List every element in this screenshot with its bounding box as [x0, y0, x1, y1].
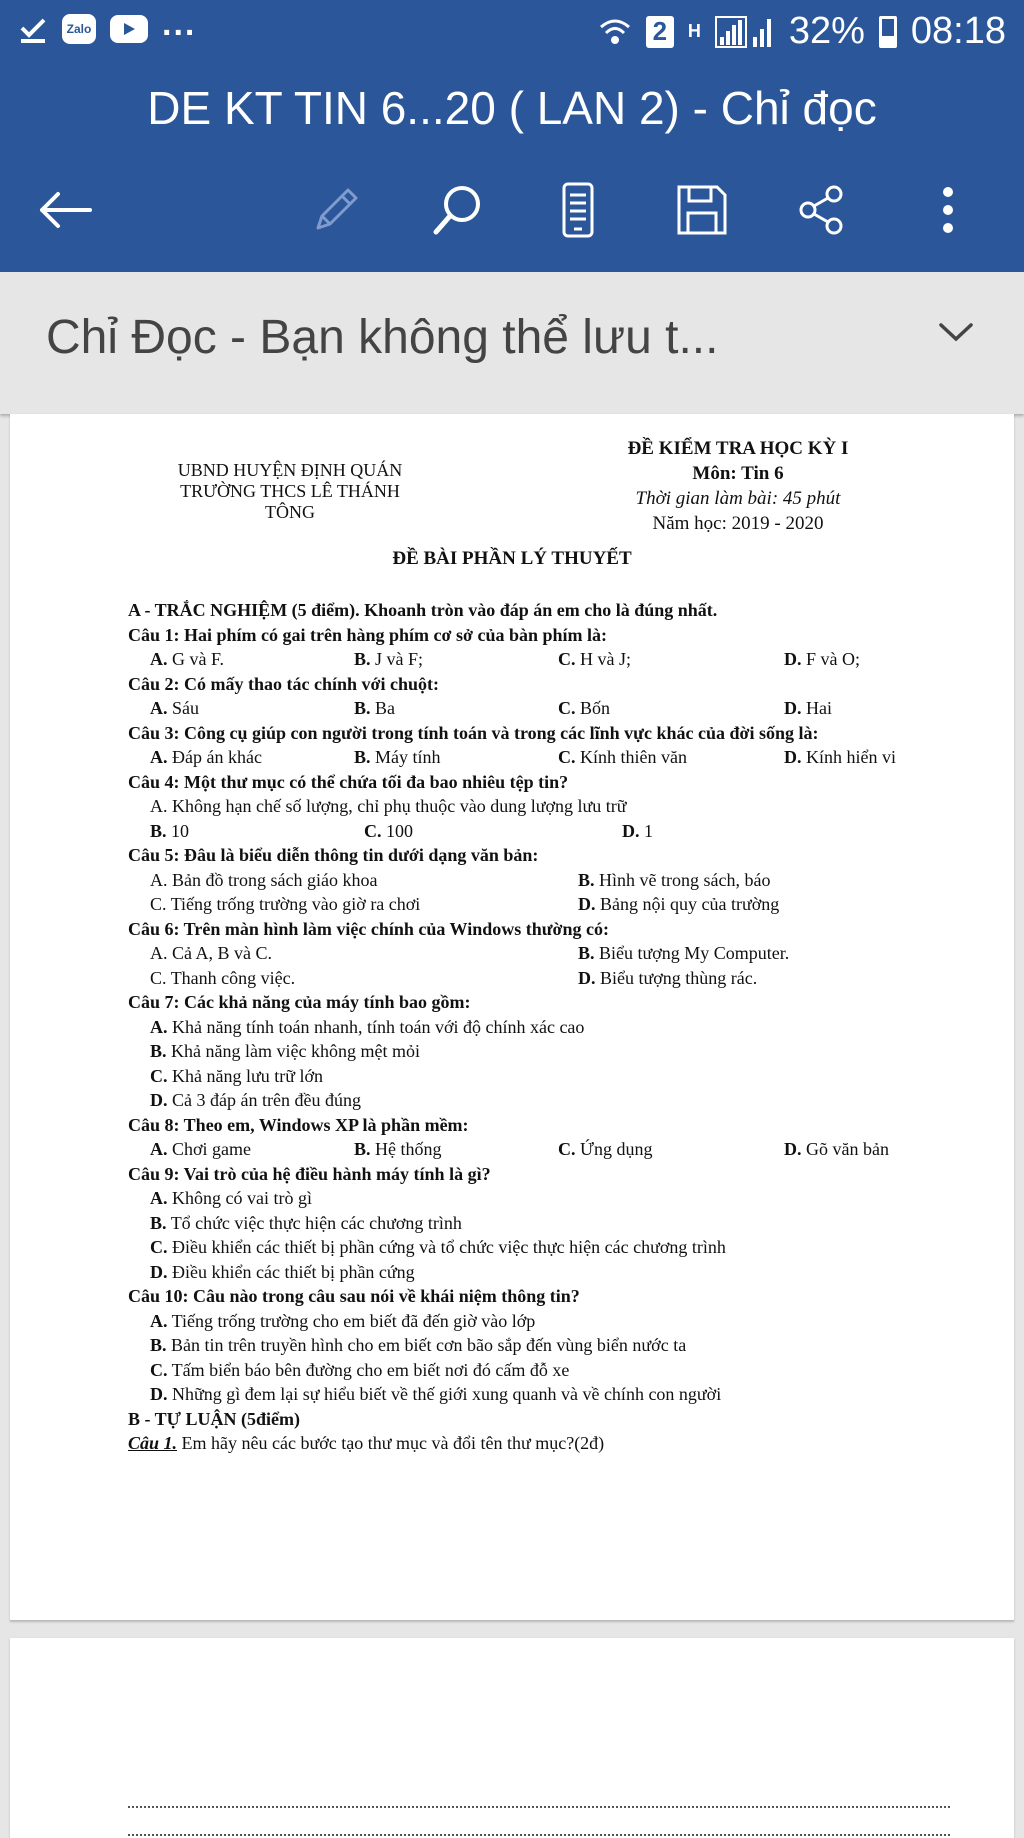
zalo-icon: Zalo — [62, 14, 96, 44]
question-10: Câu 10: Câu nào trong câu sau nói về khái niệm thông tin? — [128, 1286, 580, 1306]
option-line: B. Tổ chức việc thực hiện các chương trình — [150, 1212, 462, 1233]
options-row: A. Bản đồ trong sách giáo khoa B. Hình vẽ trong sách, báo — [150, 869, 771, 890]
options-row: C. Thanh công việc. D. Biểu tượng thùng rác. — [150, 967, 758, 988]
expand-banner-button[interactable] — [938, 320, 974, 349]
exam-school-year: Năm học: 2019 - 2020 — [652, 513, 824, 534]
save-icon — [674, 182, 730, 238]
edit-button[interactable] — [306, 180, 366, 240]
status-bar — [0, 0, 1024, 75]
document-title: DE KT TIN 6...20 ( LAN 2) - Chỉ đọc — [147, 82, 877, 134]
document-body — [128, 598, 918, 1456]
section-a-heading: A - TRẮC NGHIỆM (5 điểm). Khoanh tròn vào đáp án em cho là đúng nhất. — [128, 600, 718, 620]
clock: 08:18 — [910, 10, 1006, 52]
question-5: Câu 5: Đâu là biểu diễn thông tin dưới dạng văn bản: — [128, 845, 539, 865]
signal-strength-icon — [715, 15, 775, 49]
title-bar — [0, 75, 1024, 150]
search-icon — [430, 182, 486, 238]
option-line: D. Những gì đem lại sự hiểu biết về thế giới xung quanh và về chính con người — [150, 1384, 722, 1404]
option-line: A. Không có vai trò gì — [150, 1188, 312, 1208]
question-1: Câu 1: Hai phím có gai trên hàng phím cơ sở của bàn phím là: — [128, 624, 607, 645]
options-row: C. Tiếng trống trường vào giờ ra chơi D. Bảng nội quy của trường — [150, 894, 780, 914]
arrow-left-icon — [36, 190, 92, 230]
battery-icon — [879, 16, 897, 48]
options-row: A. G và F. B. J và F; C. H và J; D. F và O; — [150, 649, 860, 669]
chevron-down-icon — [938, 320, 974, 344]
options-row: A. Chơi game B. Hệ thống C. Ứng dụng D. Gõ văn bản — [150, 1139, 889, 1159]
reading-view-button[interactable] — [548, 180, 608, 240]
option-line: C. Khả năng lưu trữ lớn — [150, 1065, 324, 1086]
download-complete-icon — [18, 14, 48, 44]
search-button[interactable] — [428, 180, 488, 240]
option-line: B. Bản tin trên truyền hình cho em biết cơn bão sắp đến vùng biển nước ta — [150, 1335, 687, 1355]
share-button[interactable] — [792, 180, 852, 240]
options-row: A. Đáp án khác B. Máy tính C. Kính thiên văn D. Kính hiển vi — [150, 747, 896, 767]
answer-line — [128, 1834, 950, 1836]
question-7: Câu 7: Các khả năng của máy tính bao gồm: — [128, 992, 471, 1012]
more-vertical-icon — [938, 182, 958, 238]
options-row: A. Cả A, B và C. B. Biểu tượng My Computer. — [150, 943, 790, 963]
more-notifications-indicator: ... — [162, 4, 197, 43]
option-line: C. Tấm biển báo bên đường cho em biết nơi đó cấm đỗ xe — [150, 1359, 570, 1380]
save-button[interactable] — [672, 180, 732, 240]
school-header — [160, 460, 420, 523]
question-4: Câu 4: Một thư mục có thể chứa tối đa bao nhiêu tệp tin? — [128, 771, 569, 792]
option-line: C. Điều khiển các thiết bị phần cứng và tổ chức việc thực hiện các chương trình — [150, 1237, 726, 1257]
answer-line — [128, 1806, 950, 1808]
battery-percent: 32% — [788, 10, 865, 52]
toolbar — [0, 150, 1024, 272]
question-9: Câu 9: Vai trò của hệ điều hành máy tính là gì? — [128, 1163, 491, 1184]
section-b-heading: B - TỰ LUẬN (5điểm) — [128, 1408, 300, 1429]
youtube-icon — [110, 15, 148, 43]
network-type-indicator: H — [687, 21, 701, 41]
exam-title: ĐỀ KIỂM TRA HỌC KỲ I — [627, 438, 849, 459]
exam-header — [588, 436, 888, 536]
essay-question-1: Câu 1. Em hãy nêu các bước tạo thư mục và đổi tên thư mục?(2đ) — [128, 1433, 605, 1453]
mobile-view-icon — [556, 181, 600, 239]
option-line: A. Không hạn chế số lượng, chỉ phụ thuộc vào dung lượng lưu trữ — [150, 796, 627, 816]
question-3: Câu 3: Công cụ giúp con người trong tính toán và trong các lĩnh vực khác của đời sống là: — [128, 722, 819, 743]
exam-duration: Thời gian làm bài: 45 phút — [635, 488, 841, 509]
option-line: D. Cả 3 đáp án trên đều đúng — [150, 1090, 361, 1110]
options-row: B. 10 C. 100 D. 1 — [150, 820, 653, 841]
option-line: B. Khả năng làm việc không mệt mỏi — [150, 1041, 420, 1061]
question-6: Câu 6: Trên màn hình làm việc chính của Windows thường có: — [128, 918, 610, 939]
share-icon — [794, 182, 850, 238]
read-only-banner[interactable] — [0, 272, 1024, 414]
sim-slot-badge: 2 — [646, 16, 674, 48]
question-2: Câu 2: Có mấy thao tác chính với chuột: — [128, 673, 439, 694]
option-line: A. Tiếng trống trường cho em biết đã đến giờ vào lớp — [150, 1310, 536, 1331]
options-row: A. Sáu B. Ba C. Bốn D. Hai — [150, 698, 832, 718]
option-line: D. Điều khiển các thiết bị phần cứng — [150, 1261, 415, 1282]
option-line: A. Khả năng tính toán nhanh, tính toán với độ chính xác cao — [150, 1016, 585, 1037]
district-name: UBND HUYỆN ĐỊNH QUÁN — [177, 460, 403, 480]
back-button[interactable] — [34, 180, 94, 240]
wifi-calling-icon — [598, 15, 632, 49]
question-8: Câu 8: Theo em, Windows XP là phần mềm: — [128, 1114, 469, 1135]
exam-subject: Môn: Tin 6 — [692, 463, 784, 484]
school-name: TRƯỜNG THCS LÊ THÁNH TÔNG — [180, 481, 400, 522]
more-options-button[interactable] — [918, 180, 978, 240]
pencil-icon — [308, 182, 364, 238]
document-page-2 — [10, 1638, 1014, 1838]
read-only-message: Chỉ Đọc - Bạn không thể lưu t... — [46, 311, 719, 364]
main-title: ĐỀ BÀI PHẦN LÝ THUYẾT — [392, 548, 632, 569]
